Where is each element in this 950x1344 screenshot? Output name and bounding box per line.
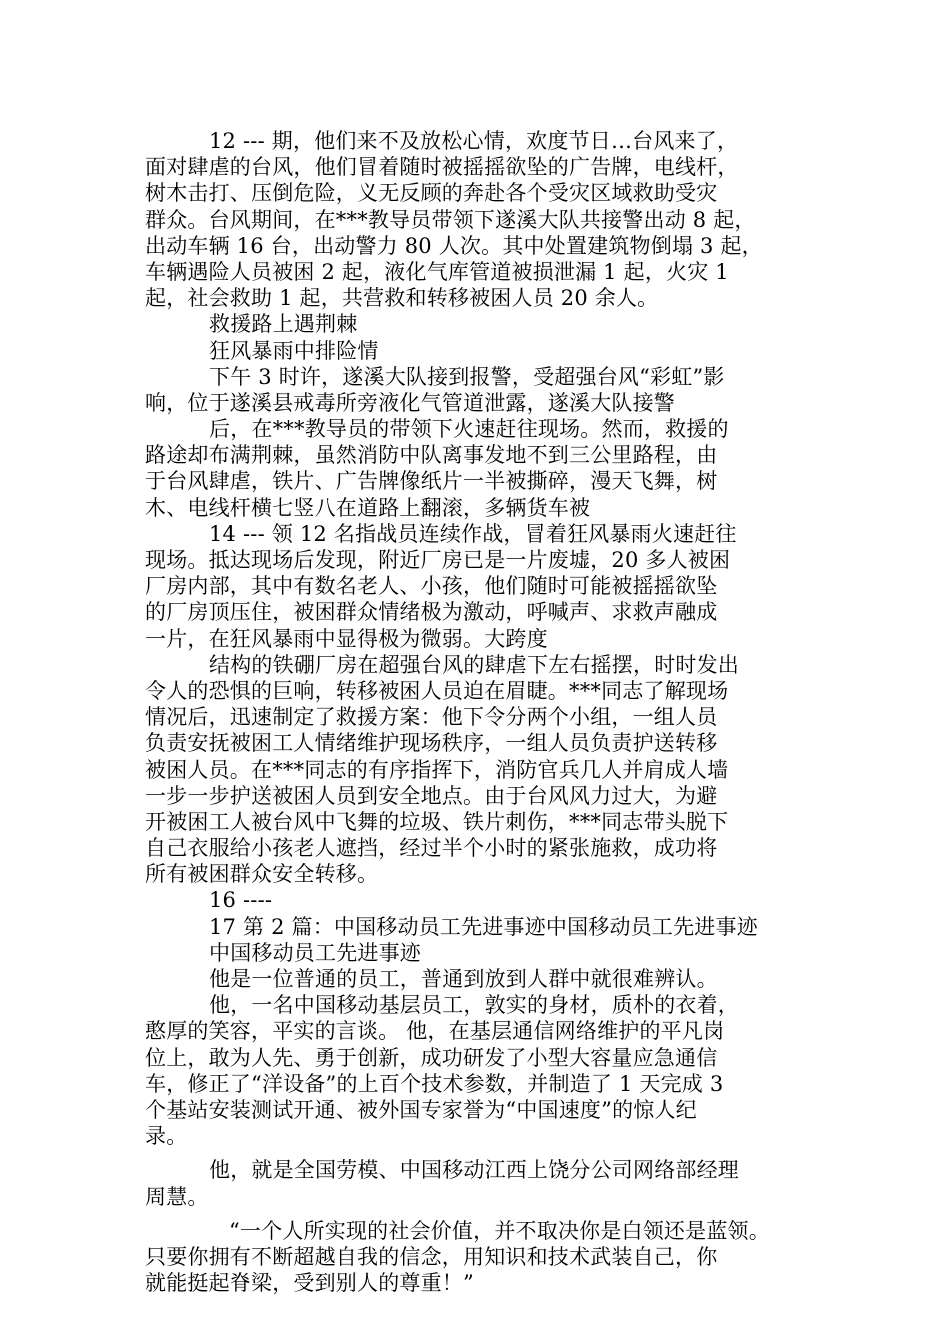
body-text (145, 128, 815, 1296)
text-line: 负责安抚被困工人情绪维护现场秩序，一组人员负责护送转移 (145, 731, 718, 756)
text-line: 情况后，迅速制定了救援方案：他下令分两个小组，一组人员 (145, 705, 718, 730)
text-line: 面对肆虐的台风，他们冒着随时被摇摇欲坠的广告牌，电线杆， (145, 155, 739, 180)
text-line: 路途却布满荆棘，虽然消防中队离事发地不到三公里路程，由 (145, 443, 718, 468)
text-line: 17 第 2 篇：中国移动员工先进事迹中国移动员工先进事迹 (209, 914, 758, 939)
text-line: 一片，在狂风暴雨中显得极为微弱。大跨度 (145, 626, 548, 651)
text-line: 他，一名中国移动基层员工，敦实的身材，质朴的衣着， (209, 993, 739, 1018)
text-line: 树木击打、压倒危险，义无反顾的奔赴各个受灾区域救助受灾 (145, 181, 718, 206)
text-line: 憨厚的笑容，平实的言谈。 他，在基层通信网络维护的平凡岗 (145, 1019, 725, 1044)
text-line: 周慧。 (145, 1184, 209, 1209)
text-line: 车辆遇险人员被困 2 起，液化气库管道被损泄漏 1 起，火灾 1 (145, 259, 729, 284)
text-line: 结构的铁硼厂房在超强台风的肆虐下左右摇摆，时时发出 (209, 652, 739, 677)
text-line: 令人的恐惧的巨响，转移被困人员迫在眉睫。***同志了解现场 (145, 678, 729, 703)
text-line: 的厂房顶压住，被困群众情绪极为激动，呼喊声、求救声融成 (145, 600, 718, 625)
text-line: 个基站安装测试开通、被外国专家誉为“中国速度”的惊人纪 (145, 1097, 697, 1122)
text-line: 只要你拥有不断超越自我的信念，用知识和技术武装自己，你 (145, 1244, 718, 1269)
text-line: 开被困工人被台风中飞舞的垃圾、铁片刺伤，***同志带头脱下 (145, 809, 729, 834)
text-line: “一个人所实现的社会价值，并不取决你是白领还是蓝领。 (229, 1218, 770, 1243)
text-line: 他，就是全国劳模、中国移动江西上饶分公司网络部经理 (209, 1158, 739, 1183)
text-line: 出动车辆 16 台，出动警力 80 人次。其中处置建筑物倒塌 3 起， (145, 233, 763, 258)
text-line: 下午 3 时许，遂溪大队接到报警，受超强台风“彩虹”影 (209, 364, 725, 389)
text-line: 16 ---- (209, 888, 273, 913)
text-line: 就能挺起脊梁，受到别人的尊重！” (145, 1271, 474, 1296)
text-line: 被困人员。在***同志的有序指挥下，消防官兵几人并肩成人墙 (145, 757, 729, 782)
text-line: 自己衣服给小孩老人遮挡，经过半个小时的紧张施救，成功将 (145, 836, 718, 861)
text-line: 一步一步护送被困人员到安全地点。由于台风风力过大，为避 (145, 783, 718, 808)
text-line: 起，社会救助 1 起，共营救和转移被困人员 20 余人。 (145, 286, 659, 311)
text-line: 木、电线杆横七竖八在道路上翻滚，多辆货车被 (145, 495, 591, 520)
text-line: 他是一位普通的员工，普通到放到人群中就很难辨认。 (209, 967, 718, 991)
text-line: 厂房内部，其中有数名老人、小孩，他们随时可能被摇摇欲坠 (145, 574, 718, 599)
text-line: 车，修正了“洋设备”的上百个技术参数，并制造了 1 天完成 3 (145, 1071, 724, 1096)
text-line: 于台风肆虐，铁片、广告牌像纸片一半被撕碎，漫天飞舞，树 (145, 469, 718, 494)
text-line: 响，位于遂溪县戒毒所旁液化气管道泄露，遂溪大队接警 (145, 390, 675, 415)
text-line: 14 --- 领 12 名指战员连续作战，冒着狂风暴雨火速赶往 (209, 521, 737, 546)
text-line: 位上，敢为人先、勇于创新，成功研发了小型大容量应急通信 (145, 1045, 718, 1070)
text-line: 现场。抵达现场后发现，附近厂房已是一片废墟，20 多人被困 (145, 548, 731, 572)
text-line: 中国移动员工先进事迹 (209, 940, 421, 965)
text-line: 录。 (145, 1124, 188, 1149)
text-line: 救援路上遇荆棘 (209, 312, 358, 337)
text-line: 所有被困群众安全转移。 (145, 862, 379, 887)
text-line: 12 --- 期，他们来不及放松心情，欢度节日…台风来了， (209, 129, 739, 153)
text-line: 后，在***教导员的带领下火速赶往现场。然而，救援的 (209, 417, 729, 442)
text-line: 狂风暴雨中排险情 (209, 338, 379, 363)
text-line: 群众。台风期间，在***教导员带领下遂溪大队共接警出动 8 起， (145, 207, 756, 232)
